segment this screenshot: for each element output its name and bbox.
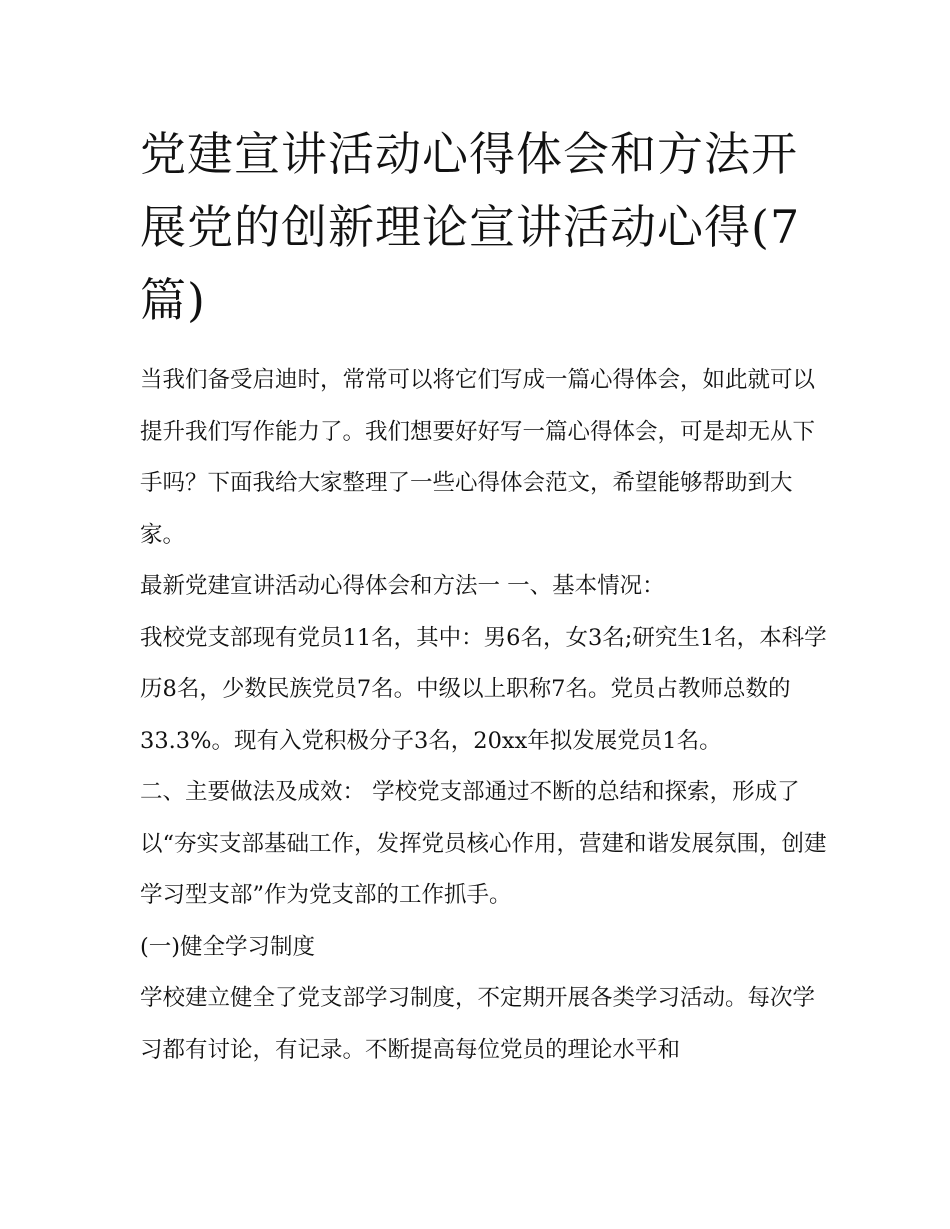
paragraph-practices: 二、主要做法及成效： 学校党支部通过不断的总结和探索，形成了以“夯实支部基础工作，发挥党员核心作用，营建和谐发展氛围，创建学习型支部”作为党支部的工作抓手。: [140, 779, 827, 908]
paragraph-section-heading: 最新党建宣讲活动心得体会和方法一 一、基本情况：: [140, 573, 665, 599]
document-body: [140, 355, 830, 1076]
paragraph-basic-info: 我校党支部现有党员11名，其中：男6名，女3名;研究生1名，本科学历8名，少数民族党员7名。中级以上职称7名。党员占教师总数的33.3%。现有入党积极分子3名，20xx年拟发展党员1名。: [140, 624, 827, 754]
paragraph-intro: 当我们备受启迪时，常常可以将它们写成一篇心得体会，如此就可以提升我们写作能力了。我们想要好好写一篇心得体会，可是却无从下手吗？下面我给大家整理了一些心得体会范文，希望能够帮助到大家。: [140, 367, 816, 548]
paragraph-study-system: 学校建立健全了党支部学习制度，不定期开展各类学习活动。每次学习都有讨论，有记录。不断提高每位党员的理论水平和: [140, 985, 816, 1063]
document-title: 党建宣讲活动心得体会和方法开展党的创新理论宣讲活动心得(7篇): [140, 127, 801, 327]
paragraph-subheading: (一)健全学习制度: [140, 933, 316, 960]
